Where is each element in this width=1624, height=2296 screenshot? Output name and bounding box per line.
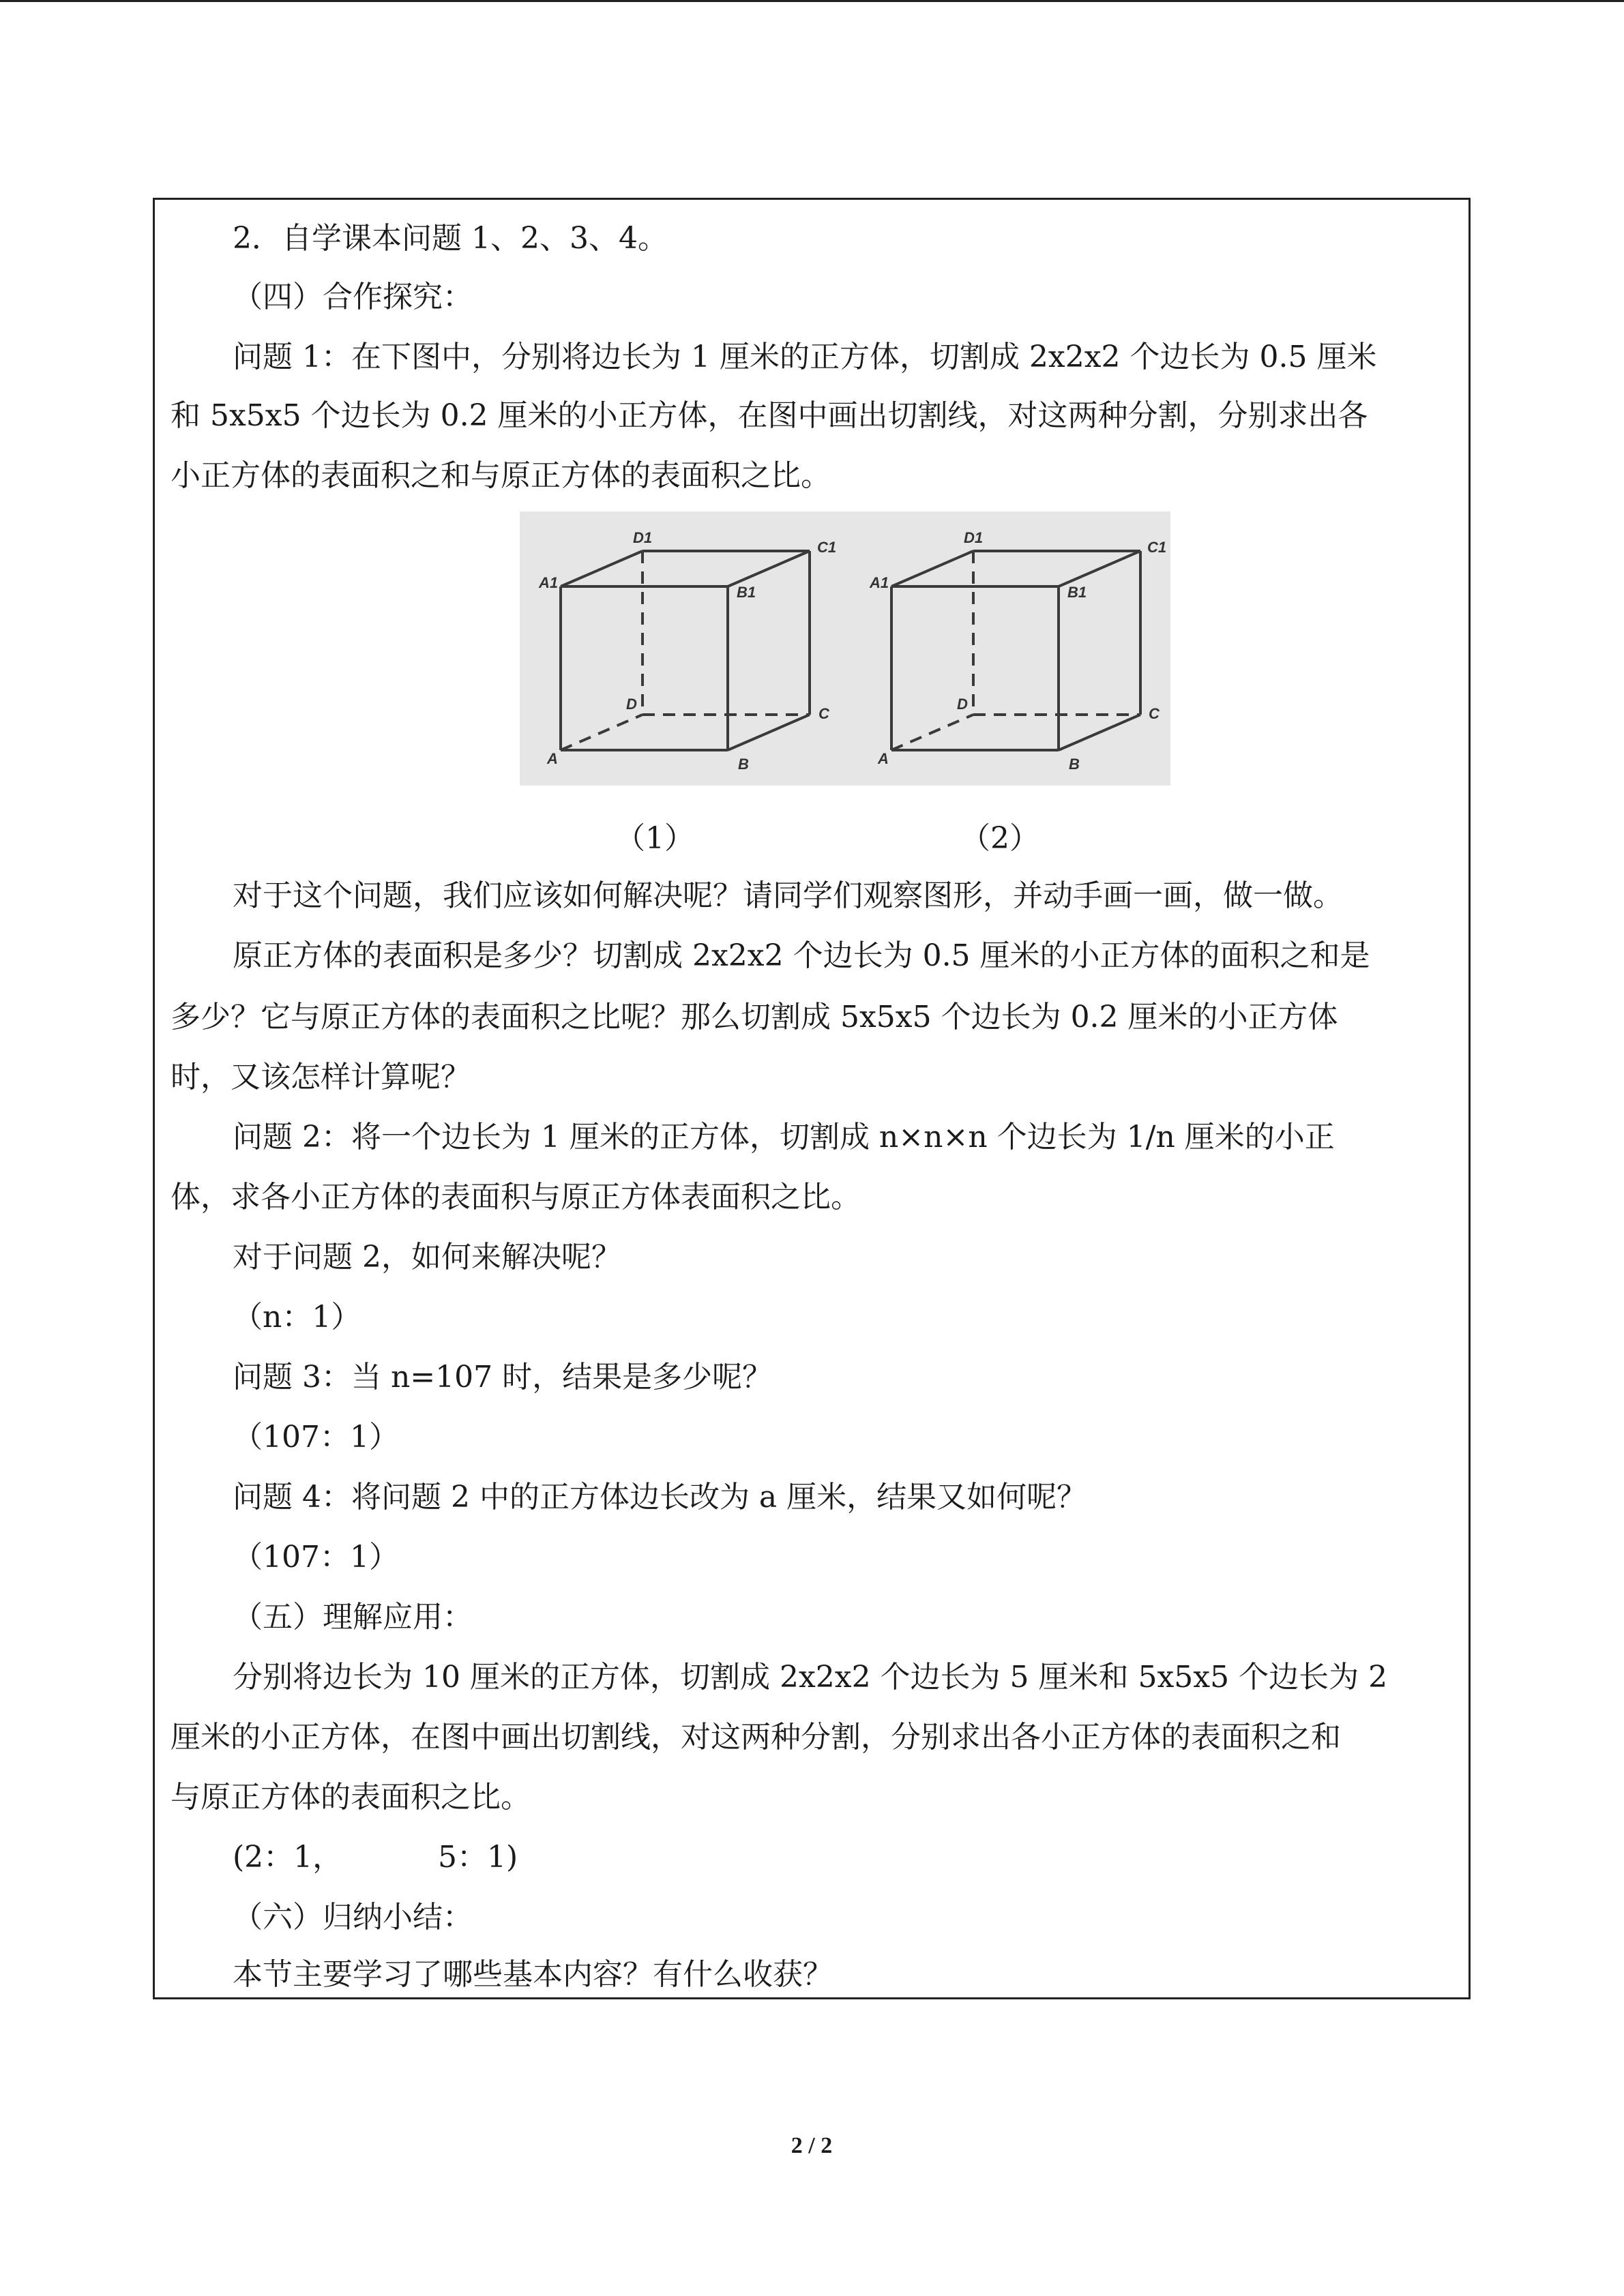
problem-4: 问题 4：将问题 2 中的正方体边长改为 a 厘米，结果又如何呢？	[233, 1480, 1087, 1515]
problem-3: 问题 3：当 n=107 时，结果是多少呢？	[233, 1360, 773, 1395]
summary-question: 本节主要学习了哪些基本内容？有什么收获？	[233, 1957, 833, 1992]
answer-107-1-b: （107：1）	[233, 1540, 399, 1575]
problem-2-discussion: 对于问题 2，如何来解决呢？	[233, 1240, 621, 1274]
cube1-label-d: D	[626, 696, 637, 713]
cube2-label-b1: B1	[1067, 584, 1087, 601]
heading-application: （五）理解应用：	[233, 1600, 473, 1635]
cube1-label-b: B	[738, 756, 749, 773]
line-self-study: 2．自学课本问题 1、2、3、4。	[233, 221, 668, 256]
question-line-1: 原正方体的表面积是多少？切割成 2x2x2 个边长为 0.5 厘米的小正方体的面积之和是	[233, 938, 1370, 973]
page-number: 2 / 2	[791, 2133, 833, 2158]
cube-figure-svg	[520, 511, 1170, 786]
heading-summary: （六）归纳小结：	[233, 1900, 473, 1935]
problem-1-line-3: 小正方体的表面积之和与原正方体的表面积之比。	[171, 458, 831, 493]
question-line-3: 时，又该怎样计算呢？	[171, 1060, 471, 1094]
problem-2-line-2: 体，求各小正方体的表面积与原正方体表面积之比。	[171, 1180, 861, 1214]
cube2-label-a: A	[878, 750, 889, 767]
cube1-label-a: A	[547, 750, 558, 767]
cube-figure	[520, 511, 1170, 786]
problem-2-line-1: 问题 2：将一个边长为 1 厘米的正方体，切割成 n×n×n 个边长为 1/n 厘米的小正	[233, 1120, 1335, 1154]
heading-cooperative-inquiry: （四）合作探究：	[233, 280, 473, 314]
cube2-label-a1: A1	[870, 574, 889, 591]
application-line-3: 与原正方体的表面积之比。	[171, 1780, 531, 1815]
cube2-label-d1: D1	[964, 529, 984, 546]
cube2-label-c1: C1	[1147, 539, 1167, 556]
figure-caption-1: （1）	[615, 821, 694, 856]
answer-n-1: （n：1）	[233, 1300, 361, 1335]
cube1-label-d1: D1	[633, 529, 653, 546]
cube2-label-b: B	[1069, 756, 1080, 773]
problem-1-line-2: 和 5x5x5 个边长为 0.2 厘米的小正方体，在图中画出切割线，对这两种分割，分别求出各	[171, 398, 1368, 433]
question-line-2: 多少？它与原正方体的表面积之比呢？那么切割成 5x5x5 个边长为 0.2 厘米的小正方体	[171, 1000, 1338, 1034]
answer-107-1-a: （107：1）	[233, 1420, 399, 1455]
cube1-label-c1: C1	[817, 539, 837, 556]
application-line-1: 分别将边长为 10 厘米的正方体，切割成 2x2x2 个边长为 5 厘米和 5x5x5 个边长为 2	[233, 1660, 1388, 1695]
application-line-2: 厘米的小正方体，在图中画出切割线，对这两种分割，分别求出各小正方体的表面积之和	[171, 1720, 1341, 1755]
cube2-label-c: C	[1149, 705, 1160, 722]
figure-caption-2: （2）	[960, 821, 1039, 856]
application-answer: (2：1， 5：1)	[233, 1840, 518, 1875]
cube1-label-c: C	[818, 705, 829, 722]
cube1-label-a1: A1	[539, 574, 559, 591]
discussion-line: 对于这个问题，我们应该如何解决呢？请同学们观察图形，并动手画一画，做一做。	[233, 878, 1343, 913]
cube2-label-d: D	[957, 696, 968, 713]
cube1-label-b1: B1	[737, 584, 756, 601]
top-rule	[0, 0, 1624, 2]
problem-1-line-1: 问题 1：在下图中，分别将边长为 1 厘米的正方体，切割成 2x2x2 个边长为 0.5 厘米	[233, 340, 1377, 374]
